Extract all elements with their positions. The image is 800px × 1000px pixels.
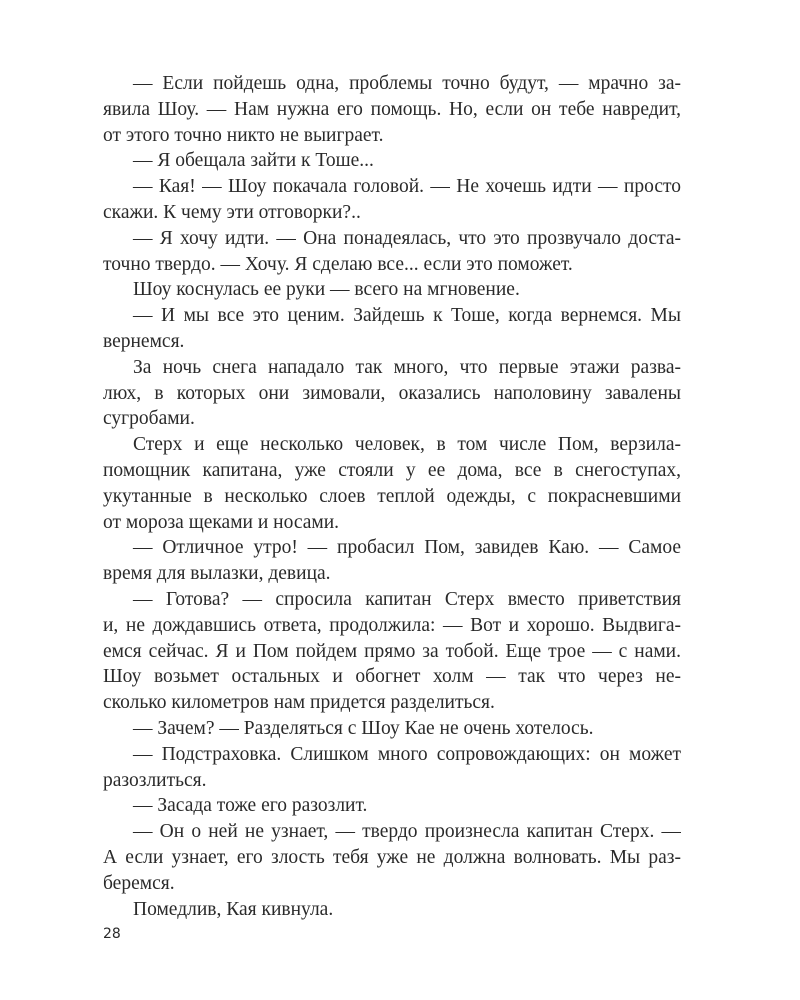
text-line: Стерх и еще несколько человек, в том числе Пом, верзила- [133,434,681,456]
text-line: — Подстраховка. Слишком много сопровождающих: он может [133,743,681,765]
text-line: емся сейчас. Я и Пом пойдем прямо за тобой. Еще трое — с нами. [103,640,681,662]
text-line: А если узнает, его злость тебя уже не должна волновать. Мы раз- [103,846,681,868]
text-line: — Кая! — Шоу покачала головой. — Не хочешь идти — просто [133,176,681,198]
text-line: Шоу возьмет остальных и обогнет холм — так что через не- [103,666,681,688]
text-line: помощник капитана, уже стояли у ее дома, все в снегоступах, [103,459,681,481]
text-line: люх, в которых они зимовали, оказались наполовину завалены [103,382,681,404]
text-line: сколько километров нам придется разделиться. [103,692,495,714]
text-line: беремся. [103,872,175,894]
text-line: — Готова? — спросила капитан Стерх вместо приветствия [133,588,681,610]
text-line: укутанные в несколько слоев теплой одежды, с покрасневшими [103,485,681,507]
text-line: — Он о ней не узнает, — твердо произнесла капитан Стерх. — [133,821,681,843]
text-line: явила Шоу. — Нам нужна его помощь. Но, если он тебе навредит, [103,98,681,120]
text-line: За ночь снега нападало так много, что первые этажи разва- [133,356,681,378]
text-line: — Я хочу идти. — Она понадеялась, что это прозвучало доста- [133,227,681,249]
text-line: от мороза щеками и носами. [103,511,340,533]
text-line: от этого точно никто не выиграет. [103,124,384,146]
text-line: Шоу коснулась ее руки — всего на мгновение. [133,279,520,301]
text-line: и, не дождавшись ответа, продолжила: — Вот и хорошо. Выдвига- [103,614,681,636]
text-line: разозлиться. [103,769,207,791]
text-line: — Зачем? — Разделяться с Шоу Кае не очень хотелось. [133,717,594,739]
page-number: 28 [103,926,121,942]
text-line: Помедлив, Кая кивнула. [133,898,334,920]
text-line: скажи. К чему эти отговорки?.. [103,201,361,223]
text-line: — Засада тоже его разозлит. [133,795,368,817]
text-line: точно твердо. — Хочу. Я сделаю все... если это поможет. [103,253,573,275]
text-line: — Если пойдешь одна, проблемы точно будут, — мрачно за- [133,73,681,94]
text-line: — Отличное утро! — пробасил Пом, завидев Каю. — Самое [133,537,681,559]
text-line: вернемся. [103,330,185,352]
page-body-text [103,71,681,922]
text-line: время для вылазки, девица. [103,563,331,585]
text-line: — И мы все это ценим. Зайдешь к Тоше, когда вернемся. Мы [133,305,681,327]
text-line: сугробами. [103,408,195,430]
text-line: — Я обещала зайти к Тоше... [133,150,374,172]
